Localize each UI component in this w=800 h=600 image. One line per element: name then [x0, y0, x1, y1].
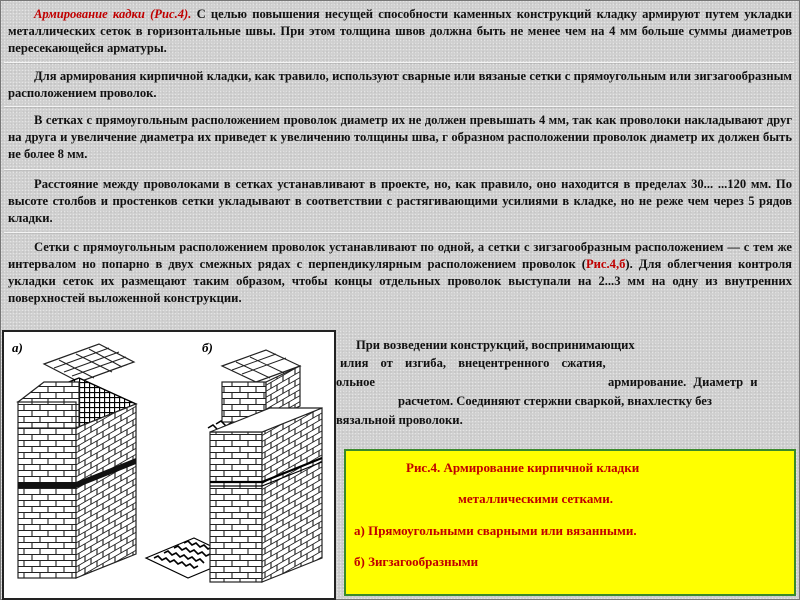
paragraph-2: Для армирования кирпичной кладки, как травило, используют сварные или вязаные сетки с прямоугольным или зигзагообразным расположением проволок. [8, 69, 792, 100]
divider [4, 232, 794, 233]
figure-reference: Рис.4,б [585, 257, 626, 271]
caption-item-b: б) Зигзагообразными [354, 554, 479, 569]
tail-line-5: вязальной проволоки. [336, 413, 463, 427]
paragraph-1-body: С целью повышения несущей способности каменных конструкций кладку армируют путем укладки металлических сеток в горизонтальные швы. При этом толщина швов должна быть не менее чем на 4 мм больше суммы диаметров пересекающейся арматуры. [8, 7, 792, 55]
caption-title: Рис.4. Армирование кирпичной кладки [406, 460, 640, 475]
divider [4, 106, 794, 107]
paragraph-5-text-a: Сетки с прямоугольным расположением проволок устанавливают по одной, а сетки с зигзагообразным расположением — с тем же интервалом но попарно в двух смежных рядах с перпендикулярным расположением проволок ( [8, 240, 792, 271]
divider [4, 62, 794, 63]
tail-line-1: При возведении конструкций, воспринимающих [356, 338, 635, 352]
paragraph-5-text-b: ). Для облегчения контроля укладки сеток их размещают таким образом, чтобы концы отдельных проволок выступали на 2...3 мм на одну из внутренних поверхностей выложенной конструкции. [8, 257, 792, 305]
paragraph-5 [8, 239, 792, 307]
paragraph-4: Расстояние между проволоками в сетках устанавливают в проекте, но, как правило, оно находится в пределах 30... ...120 мм. По высоте столбов и простенков сетки укладывают в соответствии с растягивающими усилиями в кладке, но не реже чем через 5 рядов кладки. [8, 177, 792, 225]
divider [4, 169, 794, 170]
paragraph-3: В сетках с прямоугольным расположением проволок диаметр их не должен превышать 4 мм, так как проволоки накладывают друг на друга и увеличение диаметра их приведет к увеличению толщины шва, г образном расположении проволок диаметр их должен быть не более 8 мм. [8, 113, 792, 161]
figure-label-a: а) [12, 340, 23, 355]
caption-subtitle: металлическими сетками. [458, 491, 613, 506]
tail-line-2: илия от изгиба, внецентренного сжатия, [340, 356, 606, 370]
column-a-drawing [18, 344, 136, 578]
tail-line-4: расчетом. Соединяют стержни сваркой, внахлестку без [398, 394, 712, 408]
figure-illustration [2, 330, 336, 600]
tail-line-3a: ольное [336, 375, 375, 389]
tail-line-3b: армирование. Диаметр и [608, 375, 758, 389]
figure-caption [344, 449, 796, 596]
figure-label-b: б) [202, 340, 213, 355]
brick-columns-drawing [4, 332, 334, 598]
paragraph-1-lead: Армирование кадки (Рис.4). [34, 7, 192, 21]
paragraph-1 [8, 6, 792, 57]
column-b-drawing [208, 350, 322, 582]
caption-item-a: а) Прямоугольными сварными или вязанными. [354, 523, 637, 538]
